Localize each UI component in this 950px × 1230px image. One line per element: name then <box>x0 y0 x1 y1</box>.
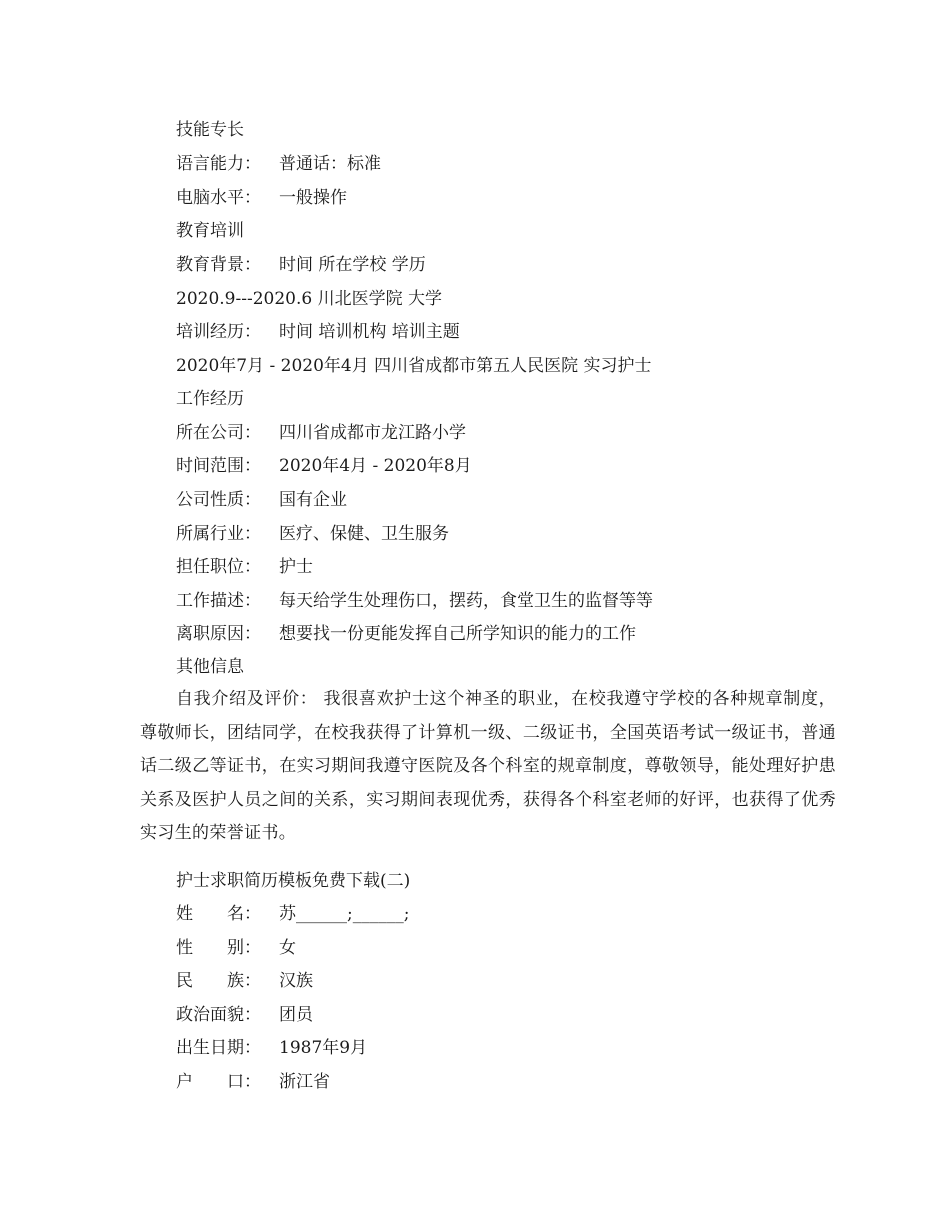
work-industry-label: 所属行业： <box>176 524 261 544</box>
work-period-value: 2020年4月 - 2020年8月 <box>279 456 472 476</box>
education-background-row <box>176 250 426 280</box>
work-leave-reason-label: 离职原因： <box>176 624 261 644</box>
work-industry-value: 医疗、保健、卫生服务 <box>279 524 449 544</box>
self-intro-paragraph: 自我介绍及评价： 我很喜欢护士这个神圣的职业，在校我遵守学校的各种规章制度，尊敬师长，团结同学，在校我获得了计算机一级、二级证书，全国英语考试一级证书，普通话二级乙等证书，在实习期间我遵守医院及各个科室的规章制度，尊敬领导，能处理好护患关系及医护人员之间的关系，实习期间表现优秀，获得各个科室老师的好评，也获得了优秀实习生的荣誉证书。 <box>140 689 836 844</box>
work-description-value: 每天给学生处理伤口，摆药，食堂卫生的监督等等 <box>279 591 653 611</box>
hukou-row <box>176 1067 330 1097</box>
template2-title: 护士求职简历模板免费下载(二) <box>176 871 411 891</box>
work-description-row <box>176 586 653 616</box>
birth-row <box>176 1033 367 1063</box>
education-entry: 2020.9---2020.6 川北医学院 大学 <box>176 289 443 309</box>
work-company-label: 所在公司： <box>176 423 261 443</box>
name-label: 姓 名： <box>176 904 261 924</box>
name-value: 苏______;______; <box>279 904 410 924</box>
politics-row <box>176 1000 313 1030</box>
work-position-label: 担任职位： <box>176 557 261 577</box>
work-leave-reason-value: 想要找一份更能发挥自己所学知识的能力的工作 <box>279 624 636 644</box>
training-row <box>176 317 460 347</box>
work-nature-label: 公司性质： <box>176 490 261 510</box>
work-industry-row <box>176 519 449 549</box>
ethnicity-row <box>176 966 313 996</box>
computer-value: 一般操作 <box>279 188 347 208</box>
gender-label: 性 别： <box>176 938 261 958</box>
ethnicity-label: 民 族： <box>176 971 261 991</box>
education-background-value: 时间 所在学校 学历 <box>279 255 426 275</box>
education-background-label: 教育背景： <box>176 255 261 275</box>
training-label: 培训经历： <box>176 322 261 342</box>
work-heading: 工作经历 <box>176 389 244 409</box>
name-row <box>176 899 409 929</box>
ethnicity-value: 汉族 <box>279 971 313 991</box>
computer-label: 电脑水平： <box>176 188 261 208</box>
work-description-label: 工作描述： <box>176 591 261 611</box>
birth-value: 1987年9月 <box>279 1038 368 1058</box>
work-period-label: 时间范围： <box>176 456 261 476</box>
birth-label: 出生日期： <box>176 1038 261 1058</box>
work-company-row <box>176 418 466 448</box>
work-nature-value: 国有企业 <box>279 490 347 510</box>
language-row <box>176 149 381 179</box>
politics-label: 政治面貌： <box>176 1005 261 1025</box>
gender-row <box>176 933 296 963</box>
work-period-row <box>176 451 472 481</box>
hukou-value: 浙江省 <box>279 1072 330 1092</box>
work-leave-reason-row <box>176 619 636 649</box>
hukou-label: 户 口： <box>176 1072 261 1092</box>
language-label: 语言能力： <box>176 154 261 174</box>
computer-row <box>176 183 347 213</box>
education-heading: 教育培训 <box>176 221 244 241</box>
skills-heading: 技能专长 <box>176 120 244 140</box>
politics-value: 团员 <box>279 1005 313 1025</box>
work-position-row <box>176 552 313 582</box>
language-value: 普通话：标准 <box>279 154 381 174</box>
training-value: 时间 培训机构 培训主题 <box>279 322 460 342</box>
gender-value: 女 <box>279 938 296 958</box>
work-nature-row <box>176 485 347 515</box>
training-entry: 2020年7月 - 2020年4月 四川省成都市第五人民医院 实习护士 <box>176 356 652 376</box>
work-position-value: 护士 <box>279 557 313 577</box>
other-heading: 其他信息 <box>176 657 244 677</box>
work-company-value: 四川省成都市龙江路小学 <box>279 423 466 443</box>
